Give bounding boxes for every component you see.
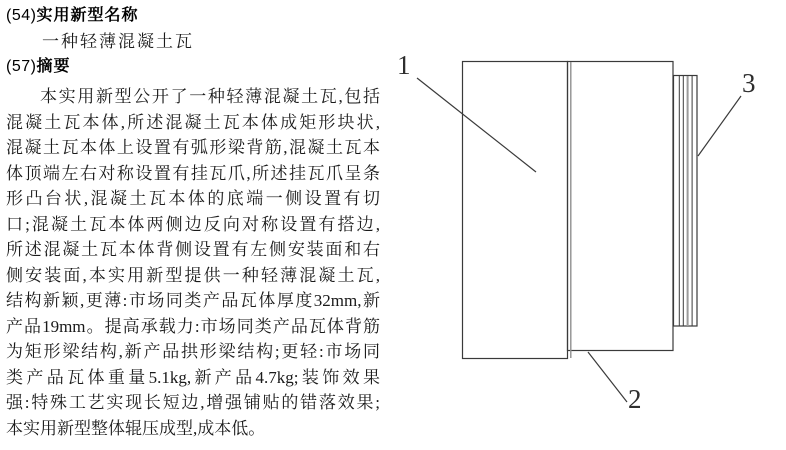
- abstract-line: 产品19mm。提高承载力:市场同类产品瓦体背筋: [6, 316, 380, 336]
- invention-title: 一种轻薄混凝土瓦: [42, 32, 194, 51]
- field-57-code: (57): [6, 58, 37, 75]
- abstract-line: 形凸台状,混凝土瓦本体的底端一侧设置有切: [6, 189, 380, 208]
- tile-body-left-panel-outline: [463, 62, 568, 359]
- abstract-line: 混凝土瓦本体上设置有弧形梁背筋,混凝土瓦本: [6, 138, 380, 157]
- field-54-code: (54): [6, 7, 37, 24]
- leader-line-2: [588, 352, 627, 402]
- leader-line-1: [417, 78, 536, 172]
- abstract-line: 所述混凝土瓦本体背侧设置有左侧安装面和右: [6, 240, 380, 259]
- field-54-label: 实用新型名称: [36, 7, 139, 24]
- abstract-line: 类产品瓦体重量5.1kg,新产品4.7kg;装饰效果: [6, 367, 380, 387]
- reference-numeral-2: 2: [628, 384, 642, 414]
- abstract-line: 体顶端左右对称设置有挂瓦爪,所述挂瓦爪呈条: [6, 163, 380, 183]
- side-strip-outline: [674, 76, 698, 327]
- abstract-line: 为矩形梁结构,新产品拱形梁结构;更轻:市场同: [6, 342, 380, 361]
- abstract-line: 强:特殊工艺实现长短边,增强铺贴的错落效果;: [6, 393, 380, 412]
- abstract-line: 口;混凝土瓦本体两侧边反向对称设置有搭边,: [6, 214, 380, 234]
- tile-body-right-panel-outline: [568, 62, 674, 351]
- abstract-line: 本实用新型整体辊压成型,成本低。: [6, 418, 266, 438]
- abstract-line: 结构新颖,更薄:市场同类产品瓦体厚度32mm,新: [6, 291, 380, 310]
- reference-numeral-1: 1: [397, 50, 411, 80]
- leader-line-3: [698, 96, 741, 156]
- abstract-line: 本实用新型公开了一种轻薄混凝土瓦,包括: [40, 87, 380, 106]
- field-57-label: 摘要: [36, 58, 71, 75]
- abstract-line: 混凝土瓦本体,所述混凝土瓦本体成矩形块状,: [6, 112, 380, 132]
- reference-numeral-3: 3: [742, 68, 756, 98]
- abstract-line: 侧安装面,本实用新型提供一种轻薄混凝土瓦,: [6, 265, 380, 285]
